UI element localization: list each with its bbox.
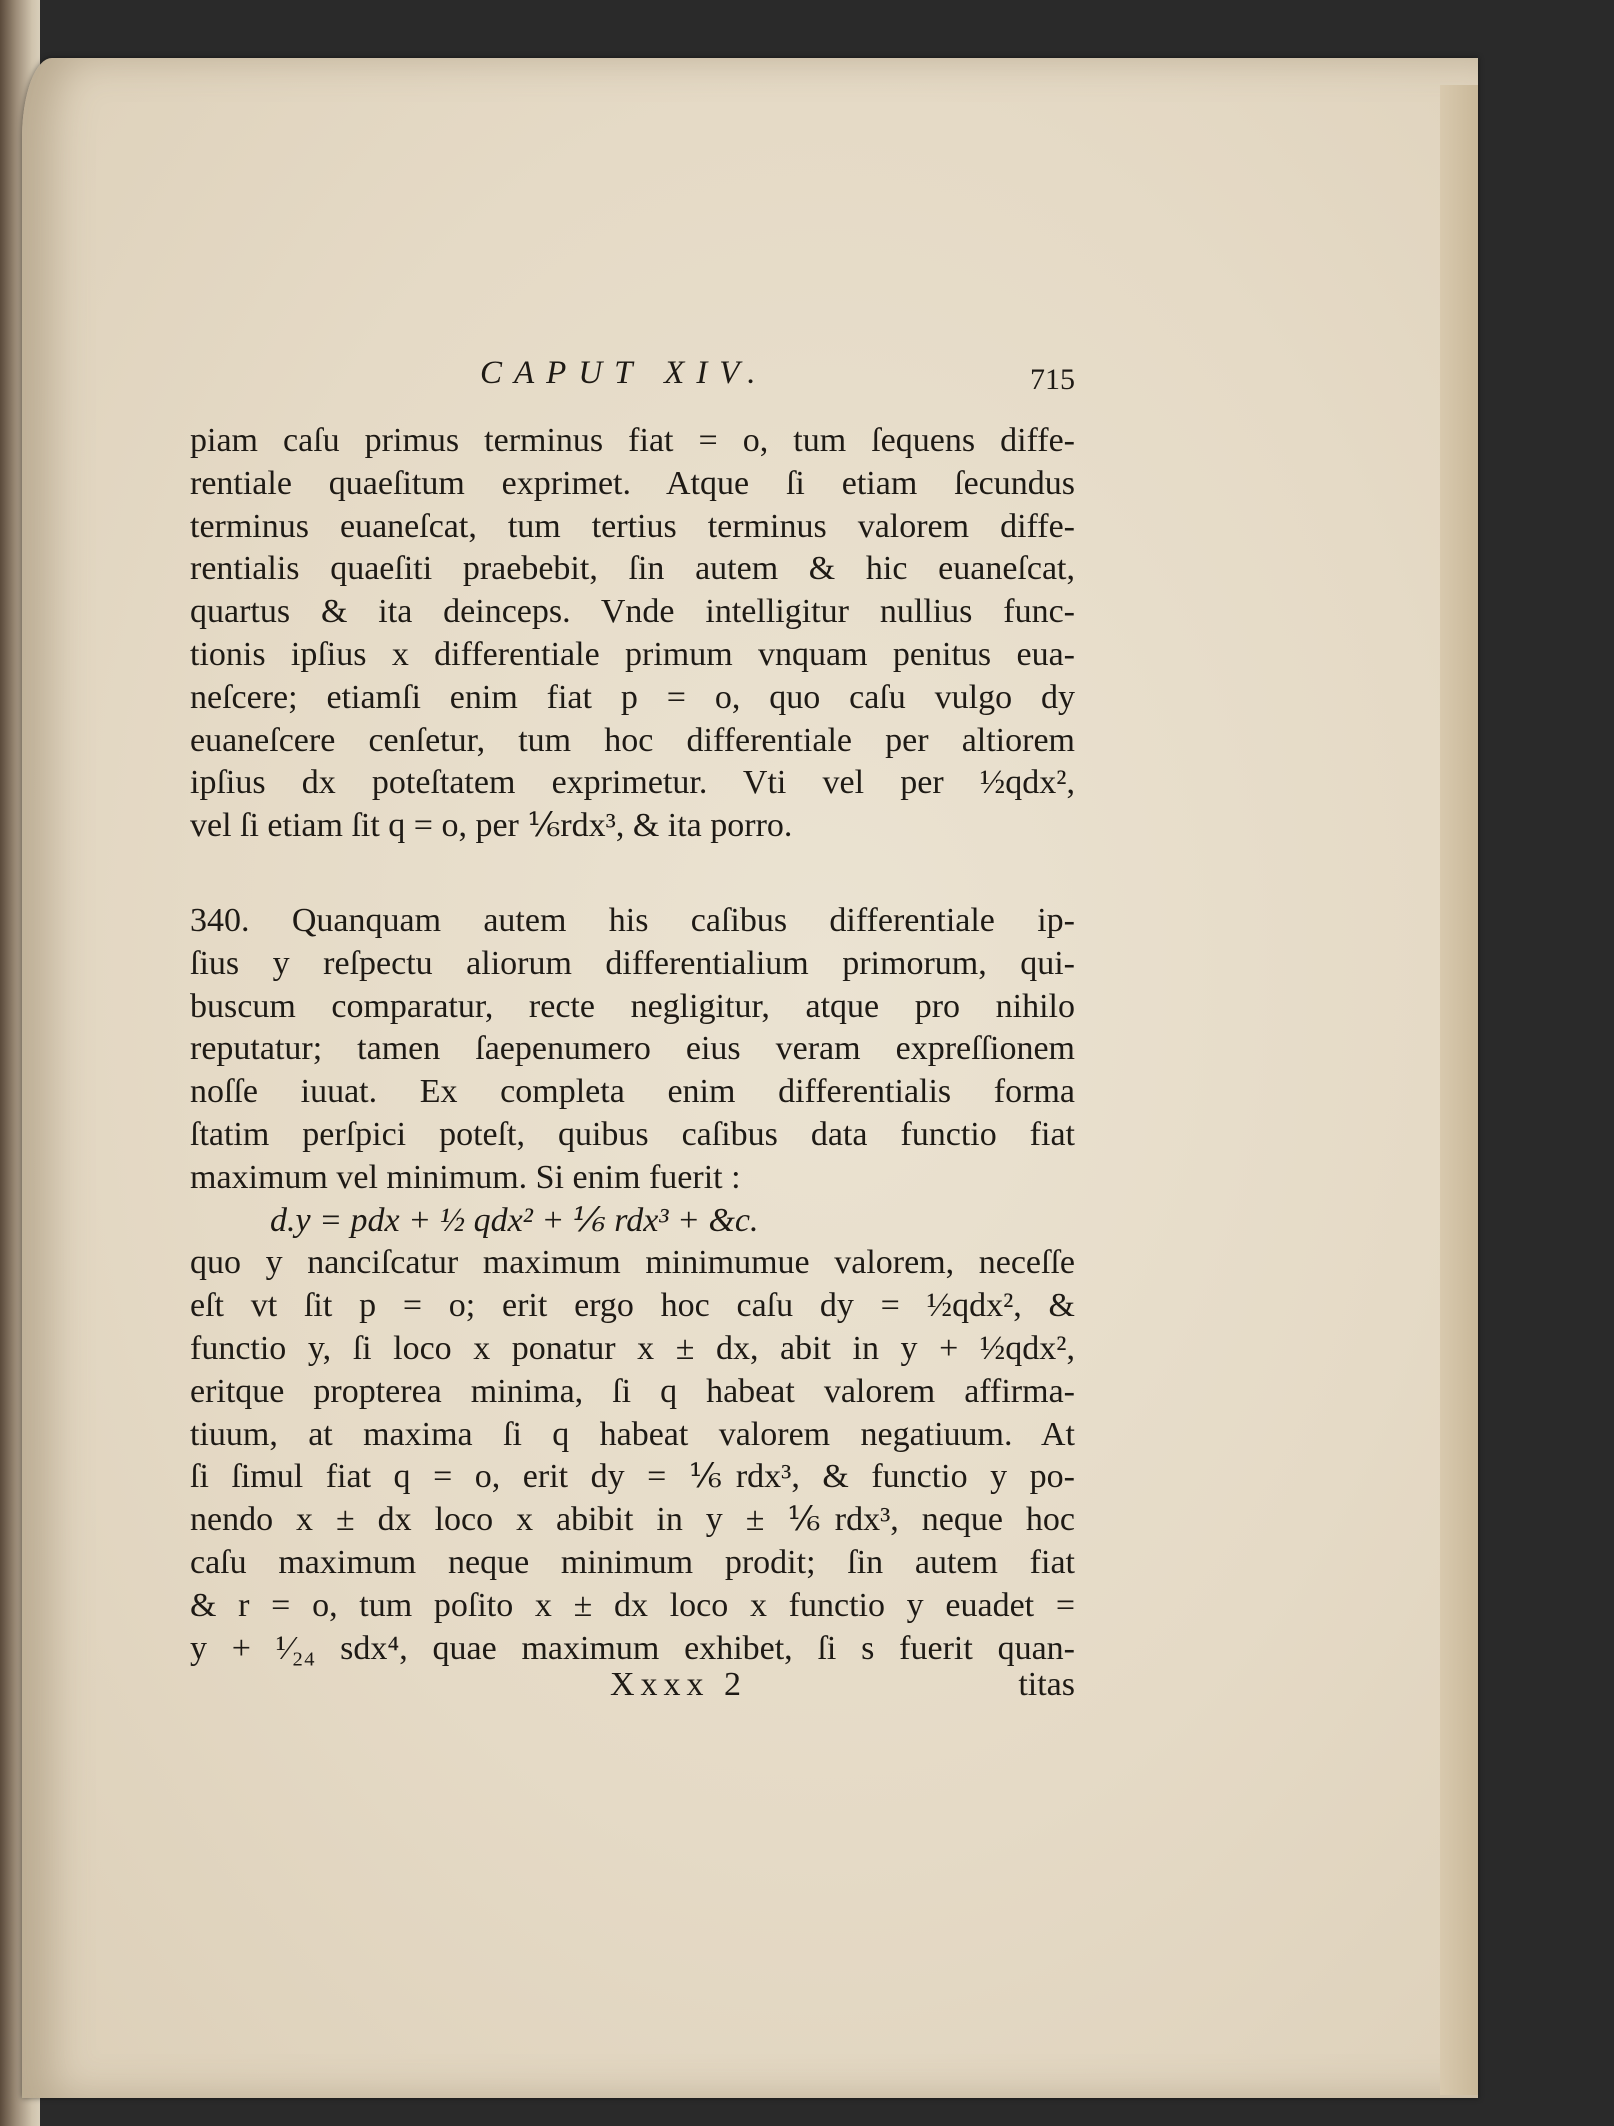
text-line: eſt vt ſit p = o; erit ergo hoc caſu dy = ½qdx², & [190, 1287, 1075, 1325]
running-title: CAPUT XIV. [480, 355, 768, 391]
running-header [190, 355, 1075, 405]
formula: d.y = pdx + ½ qdx² + ⅙ rdx³ + &c. [270, 1201, 759, 1239]
text-line: neſcere; etiamſi enim fiat p = o, quo caſu vulgo dy [190, 678, 1075, 716]
text-line: quo y nanciſcatur maximum minimumue valorem, neceſſe [190, 1244, 1075, 1282]
text-line: vel ſi etiam ſit q = o, per ⅙rdx³, & ita porro. [190, 807, 793, 845]
text-line: ipſius dx poteſtatem exprimetur. Vti vel per ½qdx², [190, 764, 1075, 802]
text-line: ſi ſimul fiat q = o, erit dy = ⅙rdx³, & functio y po- [190, 1458, 1075, 1496]
page-number: 715 [1030, 363, 1075, 396]
text-line: terminus euaneſcat, tum tertius terminus valorem diffe- [190, 507, 1075, 545]
text-line: tiuum, at maxima ſi q habeat valorem negatiuum. At [190, 1415, 1075, 1453]
text-line: maximum vel minimum. Si enim fuerit : [190, 1158, 741, 1196]
text-line: caſu maximum neque minimum prodit; ſin autem fiat [190, 1543, 1075, 1581]
text-line: & r = o, tum poſito x ± dx loco x functio y euadet = [190, 1586, 1075, 1624]
paragraph-continuation [190, 1242, 1075, 1670]
catchword: titas [1018, 1666, 1075, 1703]
text-line: noſſe iuuat. Ex completa enim differentialis forma [190, 1073, 1075, 1111]
text-line: ſtatim perſpici poteſt, quibus caſibus data functio fiat [190, 1115, 1075, 1153]
text-line: nendo x ± dx loco x abibit in y ± ⅙rdx³, neque hoc [190, 1501, 1075, 1539]
text-line: ſius y reſpectu aliorum differentialium primorum, qui- [190, 944, 1075, 982]
page-footer [190, 1666, 1075, 1711]
text-line: piam caſu primus terminus fiat = o, tum ſequens diffe- [190, 422, 1075, 459]
text-line: eritque propterea minima, ſi q habeat valorem affirma- [190, 1372, 1075, 1410]
text-line: y + ¹⁄₂₄ sdx⁴, quae maximum exhibet, ſi s fuerit quan- [190, 1629, 1075, 1667]
text-line: buscum comparatur, recte negligitur, atque pro nihilo [190, 987, 1075, 1025]
paragraph [190, 420, 1075, 848]
text-line: 340. Quanquam autem his caſibus differentiale ip- [190, 901, 1075, 939]
signature-mark: Xxxx 2 [610, 1666, 748, 1703]
text-line: quartus & ita deinceps. Vnde intelligitur nullius func- [190, 593, 1075, 631]
body-text [190, 420, 1075, 1670]
text-line: euaneſcere cenſetur, tum hoc differentiale per altiorem [190, 721, 1075, 759]
text-line: rentialis quaeſiti praebebit, ſin autem & hic euaneſcat, [190, 550, 1075, 588]
text-line: rentiale quaeſitum exprimet. Atque ſi etiam ſecundus [190, 464, 1075, 502]
text-line: tionis ipſius x differentiale primum vnquam penitus eua- [190, 635, 1075, 673]
paragraph-340 [190, 900, 1075, 1200]
page-edge [1440, 85, 1478, 2095]
text-line: reputatur; tamen ſaepenumero eius veram expreſſionem [190, 1030, 1075, 1068]
text-line: functio y, ſi loco x ponatur x ± dx, abit in y + ½qdx², [190, 1329, 1075, 1367]
